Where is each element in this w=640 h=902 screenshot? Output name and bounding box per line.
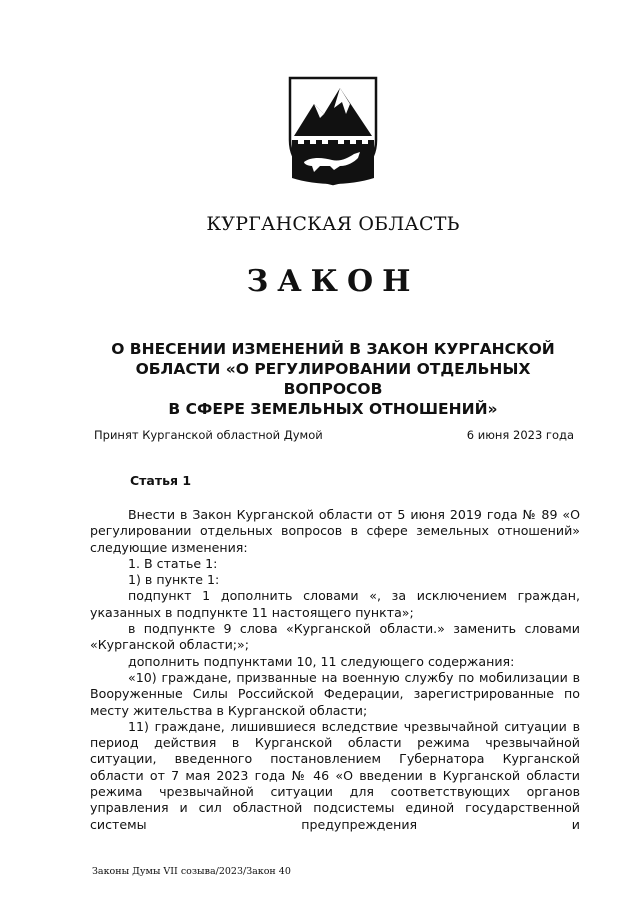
document-type: ЗАКОН [246, 264, 420, 299]
region-name: КУРГАНСКАЯ ОБЛАСТЬ [206, 213, 460, 235]
adopted-by: Принят Курганской областной Думой [94, 428, 323, 442]
coat-of-arms-icon [284, 74, 382, 186]
paragraph: дополнить подпунктами 10, 11 следующего содержания: [128, 653, 515, 669]
footer-reference: Законы Думы VII созыва/2023/Закон 40 [92, 866, 291, 877]
paragraph: 11) граждане, лишившиеся вследствие чрезвычайной ситуации в период действия в Курганской области режима чрезвычайной ситуации, введенного постановлением Губернатора Курганской области от 7 мая 2023 года № 46 «О введении в Курганской области режима чрезвычайной ситуации для соответствующих органов управления и сил областной подсистемы единой государственной системы предупреждения и [90, 718, 580, 832]
law-title-line: ОБЛАСТИ «О РЕГУЛИРОВАНИИ ОТДЕЛЬНЫХ ВОПРОСОВ [135, 360, 531, 398]
article-body [90, 507, 580, 833]
adoption-date: 6 июня 2023 года [466, 428, 574, 442]
law-title-line: В СФЕРЕ ЗЕМЕЛЬНЫХ ОТНОШЕНИЙ» [168, 400, 498, 418]
adoption-row [94, 428, 574, 442]
paragraph: «10) граждане, призванные на военную службу по мобилизации в Вооруженные Силы Российской Федерации, зарегистрированные по месту жительства в Курганской области; [90, 669, 580, 718]
paragraph: 1) в пункте 1: [128, 572, 220, 588]
paragraph: Внести в Закон Курганской области от 5 июня 2019 года № 89 «О регулировании отдельных вопросов в сфере земельных отношений» следующие изменения: [90, 507, 580, 555]
law-title [110, 339, 556, 419]
paragraph: в подпункте 9 слова «Курганской области.» заменить словами «Курганской области;»; [90, 621, 580, 653]
paragraph: 1. В статье 1: [128, 555, 218, 571]
law-title-line: О ВНЕСЕНИИ ИЗМЕНЕНИЙ В ЗАКОН КУРГАНСКОЙ [111, 340, 555, 358]
paragraph: подпункт 1 дополнить словами «, за исключением граждан, указанных в подпункте 11 настоящего пункта»; [90, 588, 580, 620]
article-title: Статья 1 [130, 473, 192, 488]
